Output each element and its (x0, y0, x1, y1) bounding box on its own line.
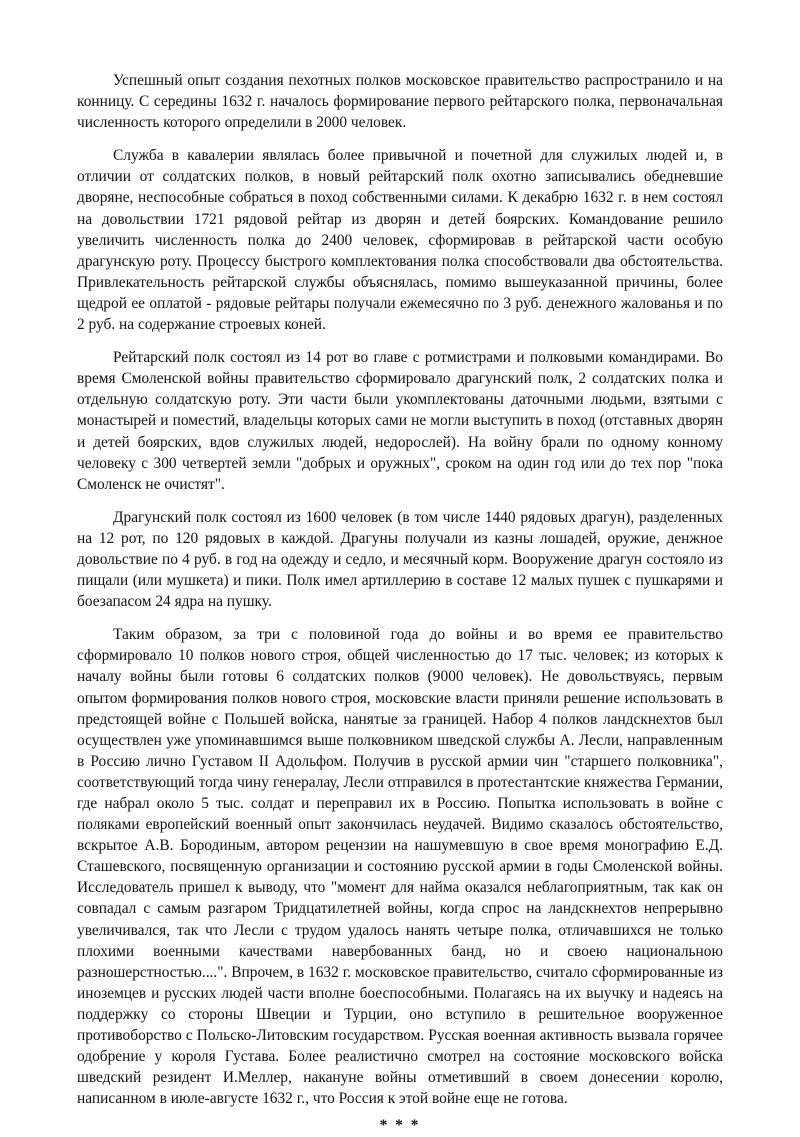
paragraph-5: Таким образом, за три с половиной года до войны и во время ее правительство сформировало 10 полков нового строя, общей численностью до 17 тыс. человек; из которых к началу войны были готовы 6 солдатских полков (9000 человек). Не довольствуясь, первым опытом формирования полков нового строя, московские власти приняли решение использовать в предстоящей войне с Польшей войска, нанятые за границей. Набор 4 полков ландскнехтов был осуществлен уже упоминавшимся выше полковником шведской службы А. Лесли, направленным в Россию лично Густавом II Адольфом. Получив в русской армии чин "старшего полковника", соответствующий тогда чину генералау, Лесли отправился в протестантские княжества Германии, где набрал около 5 тыс. солдат и переправил их в Россию. Попытка использовать в войне с поляками европейский военный опыт закончилась неудачей. Видимо сказалось обстоятельство, вскрытое А.В. Бородиным, автором рецензии на нашумевшую в свое время монографию Е.Д. Сташевского, посвященную организации и состоянию русской армии в годы Смоленской войны. Исследователь пришел к выводу, что "момент для найма оказался неблагоприятным, так как он совпадал с самым разгаром Тридцатилетней войны, когда спрос на ландскнехтов непрерывно увеличивался, так что Лесли с трудом удалось нанять четыре полка, отличавшихся не только плохими военными качествами навербованных банд, но и своею национальною разношерстностью....". Впрочем, в 1632 г. московское правительство, считало сформированные из иноземцев и русских людей части вполне боеспособными. Полагаясь на их выучку и надеясь на поддержку со стороны Швеции и Турции, оно вступило в решительное вооруженное противоборство с Польско-Литовским государством. Русская военная активность вызвала горячее одобрение у короля Густава. Более реалистично смотрел на состояние московского войска шведский резидент И.Меллер, накануне войны отметивший в своем донесении королю, написанном в июле-августе 1632 г., что Россия к этой войне еще не готова. (77, 626, 723, 1108)
section-separator: * * * (379, 1117, 421, 1135)
paragraph-2: Служба в кавалерии являлась более привычной и почетной для служилых людей и, в отличии от солдатских полков, в новый рейтарский полк охотно записывались обедневшие дворяне, неспособные собраться в поход собственными силами. К декабрю 1632 г. в нем состоял на довольствии 1721 рядовой рейтар из дворян и детей боярских. Командование решило увеличить численность полка до 2400 человек, сформировав в рейтарской части особую драгунскую роту. Процессу быстрого комплектования полка способствовали два обстоятельства. Привлекательность рейтарской службы объяснялась, помимо вышеуказанной причины, более щедрой ее оплатой - рядовые рейтары получали ежемесячно по 3 руб. денежного жалованья и по 2 руб. на содержание строевых коней. (77, 147, 723, 334)
paragraph-4: Драгунский полк состоял из 1600 человек (в том числе 1440 рядовых драгун), разделенных на 12 рот, по 120 рядовых в каждой. Драгуны получали из казны лошадей, оружие, денжное довольствие по 4 руб. в год на одежду и седло, и месячный корм. Вооружение драгун состояло из пищали (или мушкета) и пики. Полк имел артиллерию в составе 12 малых пушек с пушкарями и боезапасом 24 ядра на пушку. (77, 508, 723, 611)
paragraph-3: Рейтарский полк состоял из 14 рот во главе с ротмистрами и полковыми командирами. Во время Смоленской войны правительство сформировало драгунский полк, 2 солдатских полка и отдельную солдатскую роту. Эти части были укомплектованы даточными людьми, взятыми с монастырей и поместий, владельцы которых сами не могли выступить в поход (отставных дворян и детей боярских, вдов служилых людей, недорослей). На войну брали по одному конному человеку с 300 четвертей земли "добрых и оружных", сроком на один год или до тех пор "пока Смоленск не очистят". (77, 349, 723, 493)
paragraph-1: Успешный опыт создания пехотных полков московское правительство распространило и на конницу. С середины 1632 г. началось формирование первого рейтарского полка, первоначальная численность которого определили в 2000 человек. (77, 72, 723, 132)
document-page (77, 70, 723, 1137)
